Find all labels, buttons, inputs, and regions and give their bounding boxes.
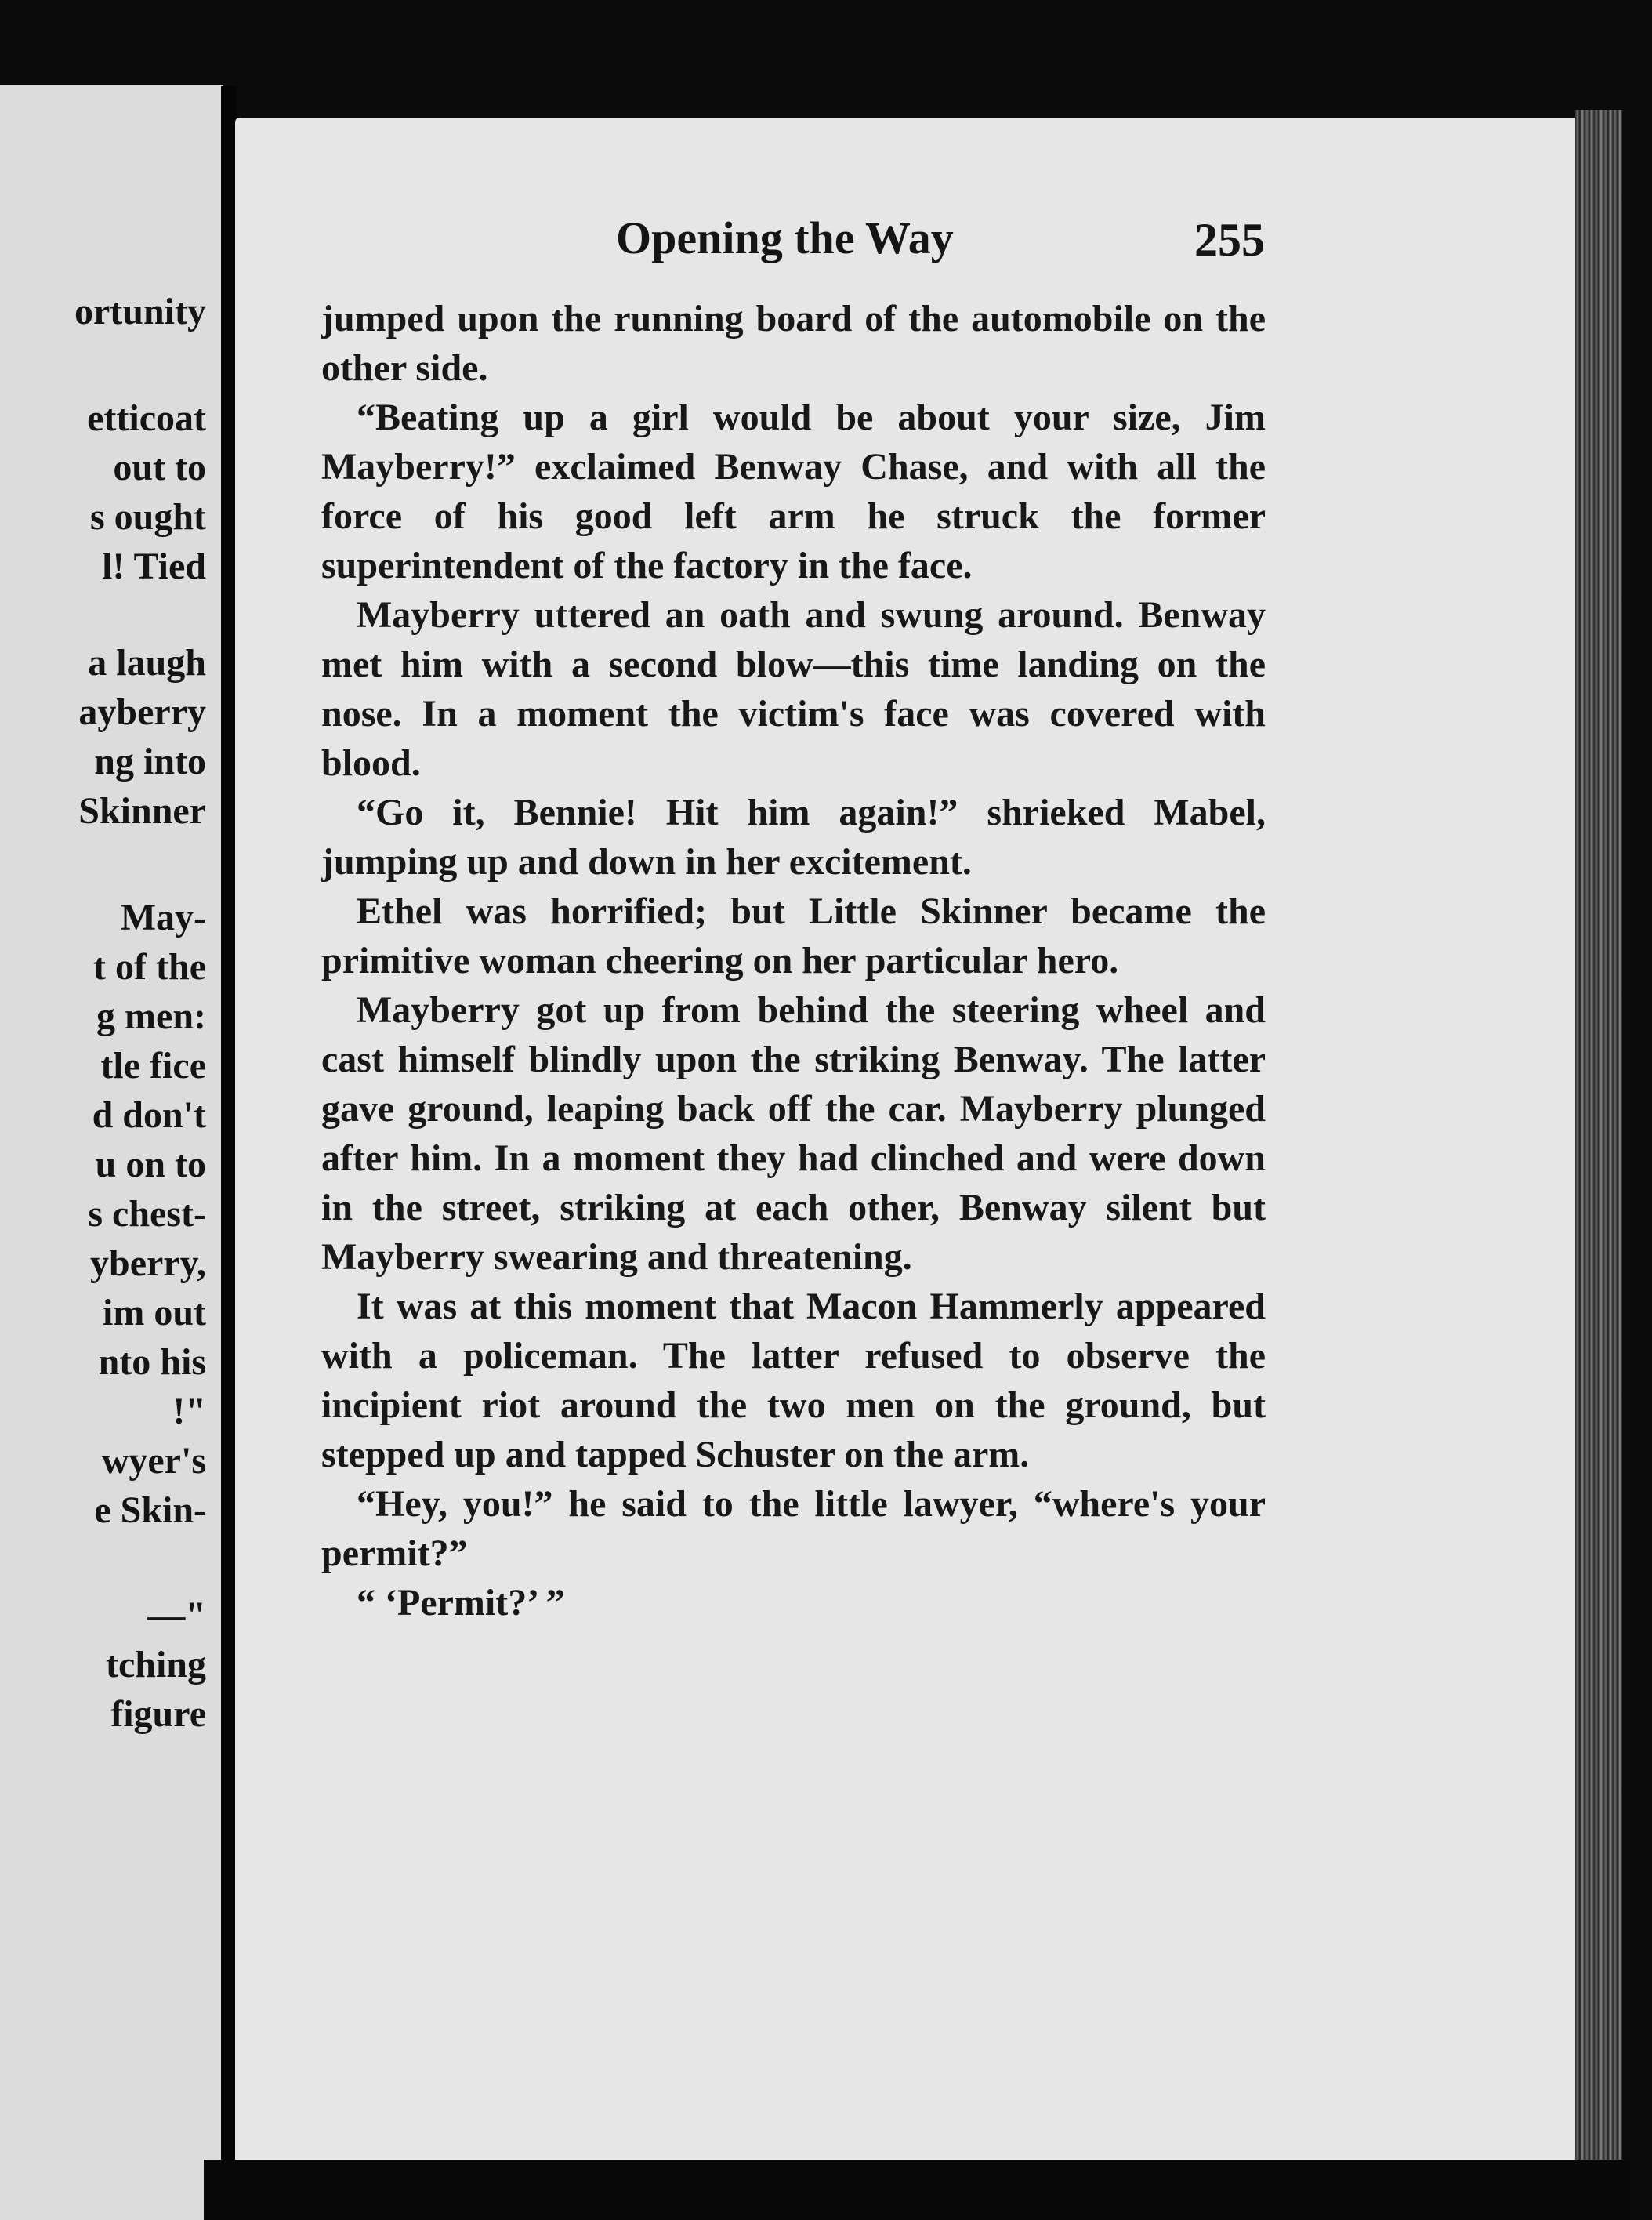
left-page-line: g men: xyxy=(96,996,206,1037)
paragraph: jumped upon the running board of the automobile on the other side. xyxy=(321,298,1266,389)
left-page-line: d don't xyxy=(92,1094,206,1136)
left-page-line: —" xyxy=(147,1594,206,1636)
left-page-line: ayberry xyxy=(78,691,206,733)
page-number: 255 xyxy=(1194,214,1265,266)
left-page-line: May- xyxy=(120,897,206,938)
paragraph: It was at this moment that Macon Hammerly appeared with a policeman. The latter refused to observe the incipient riot around the two men on the ground, but stepped up and tapped Schuster on the arm. xyxy=(321,1286,1266,1475)
left-page-line: l! Tied xyxy=(102,546,206,587)
left-page-line: s ought xyxy=(89,496,206,538)
paragraph: Mayberry uttered an oath and swung around. Benway met him with a second blow—this time landing on the nose. In a moment the victim's face was covered with blood. xyxy=(321,594,1266,784)
left-page-line: nto his xyxy=(98,1341,206,1383)
page-body xyxy=(321,294,1266,1627)
left-page-line: out to xyxy=(113,447,206,488)
left-page-line: etticoat xyxy=(87,397,206,439)
running-title: Opening the Way xyxy=(616,212,954,263)
left-page-line: Skinner xyxy=(78,790,206,832)
book-gutter xyxy=(221,86,237,2220)
paragraph: “Hey, you!” he said to the little lawyer, “where's your permit?” xyxy=(321,1483,1266,1574)
left-page-line: e Skin- xyxy=(94,1489,206,1531)
left-page-line: figure xyxy=(110,1693,206,1735)
left-page-line: !" xyxy=(172,1391,206,1432)
left-page-line: t of the xyxy=(93,946,206,988)
left-page-line: tching xyxy=(105,1644,206,1685)
left-page xyxy=(0,85,223,2220)
left-page-line: u on to xyxy=(95,1144,206,1185)
page-edge xyxy=(1575,110,1622,2187)
paragraph: “Go it, Bennie! Hit him again!” shrieked Mabel, jumping up and down in her excitement. xyxy=(321,792,1266,883)
left-page-line: tle fice xyxy=(100,1045,206,1086)
left-page-line: ortunity xyxy=(74,291,206,332)
paragraph: Ethel was horrified; but Little Skinner became the primitive woman cheering on her particular hero. xyxy=(321,891,1266,981)
paragraph: Mayberry got up from behind the steering wheel and cast himself blindly upon the striking Benway. The latter gave ground, leaping back off the car. Mayberry plunged after him. In a moment they had clinched and were down in the street, striking at each other, Benway silent but Mayberry swearing and threatening. xyxy=(321,989,1266,1278)
left-page-line: wyer's xyxy=(101,1440,206,1482)
left-page-line: s chest- xyxy=(88,1193,206,1235)
page-header xyxy=(0,212,1652,274)
paragraph: “ ‘Permit?’ ” xyxy=(357,1582,565,1623)
paragraph: “Beating up a girl would be about your size, Jim Mayberry!” exclaimed Benway Chase, and with all the force of his good left arm he struck the former superintendent of the factory in the face. xyxy=(321,397,1266,586)
left-page-line: ng into xyxy=(94,741,206,782)
scan-bottom-border xyxy=(204,2160,1630,2220)
left-page-line: im out xyxy=(103,1292,206,1333)
left-page-line: a laugh xyxy=(88,642,206,684)
left-page-line: yberry, xyxy=(90,1242,206,1284)
